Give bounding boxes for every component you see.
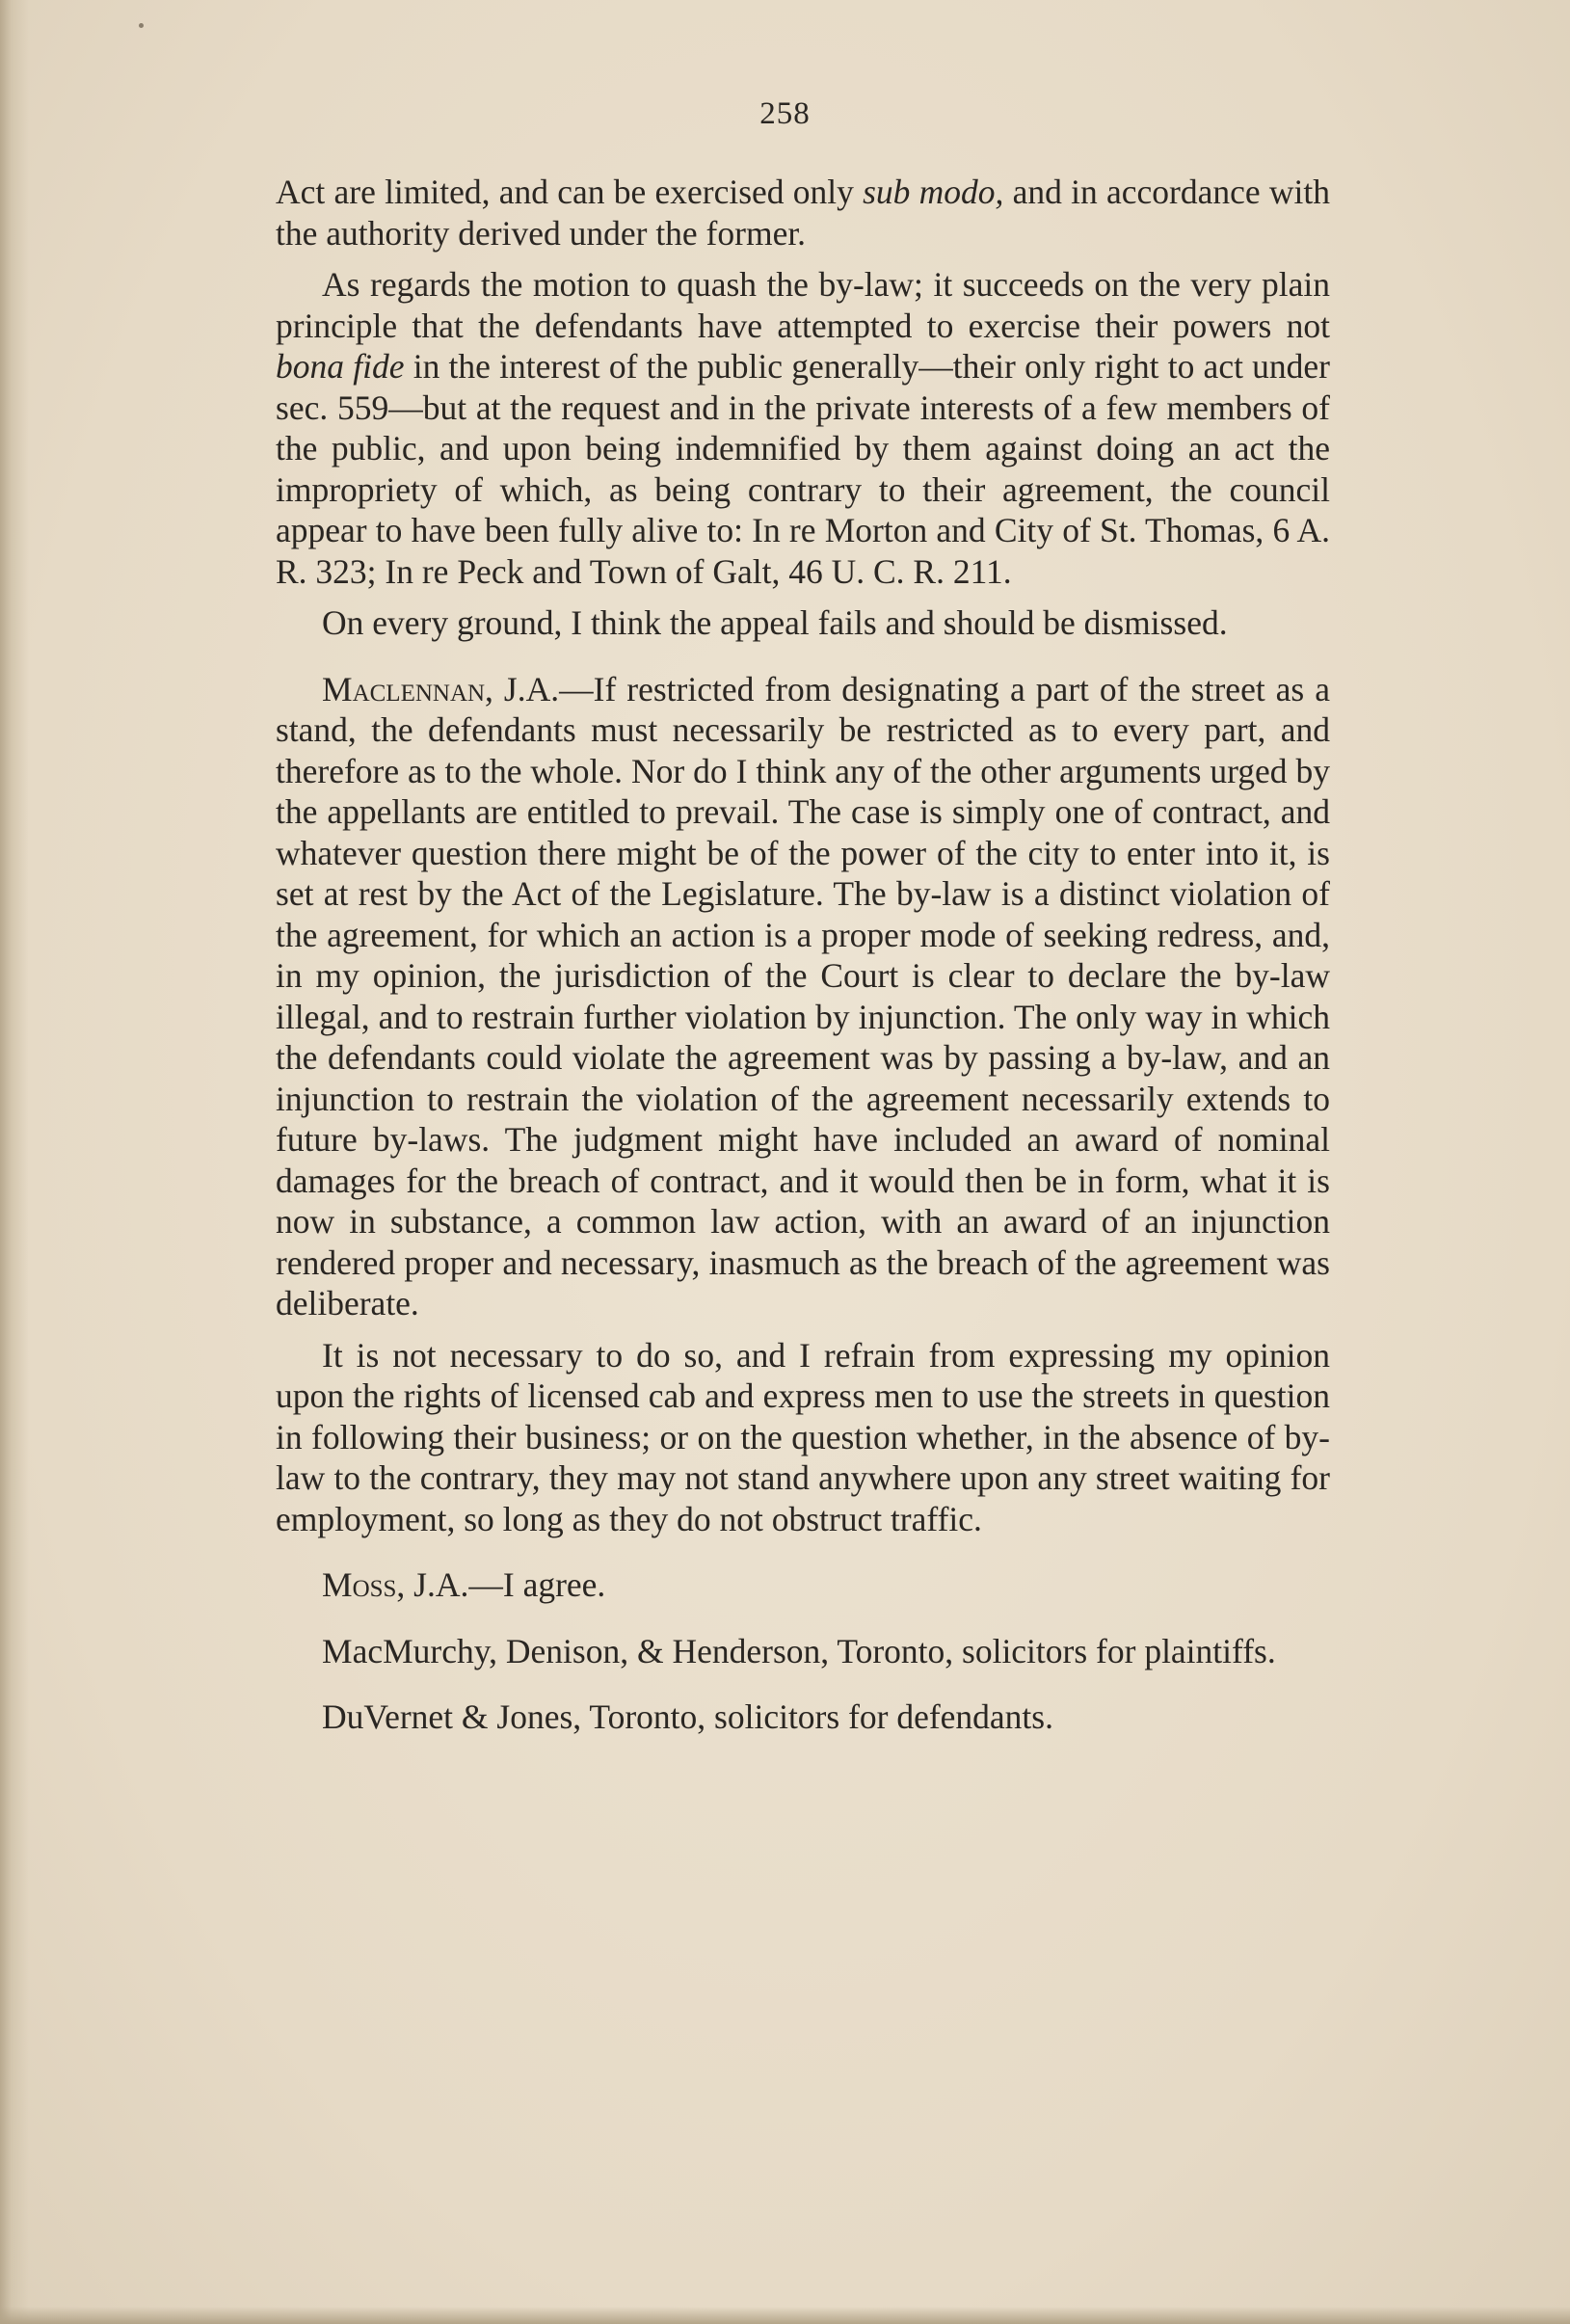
binding-edge xyxy=(0,0,29,2324)
text-run: As regards the motion to quash the by-law; it succeeds on the very plain principle that the defendants have attempted to exercise their powers not xyxy=(276,265,1330,345)
ink-speck xyxy=(139,23,144,28)
paragraph-conclusion: On every ground, I think the appeal fails and should be dismissed. xyxy=(322,603,1228,642)
page-number: 258 xyxy=(759,96,811,131)
solicitors-plaintiffs: MacMurchy, Denison, & Henderson, Toronto, solicitors for plaintiffs. xyxy=(322,1631,1276,1670)
page-bottom-edge xyxy=(0,2307,1570,2324)
judge-name: Maclennan, J.A. xyxy=(322,669,560,708)
page-body xyxy=(276,172,1330,1749)
paragraph-maclennan-opinion xyxy=(276,669,1330,1324)
paragraph-reservation: It is not necessary to do so, and I refrain from expressing my opinion upon the rights of licensed cab and express men to use the streets in question in following their business; or on the question whether, in the absence of by-law to the contrary, they may not stand anywhere upon any street waiting for employment, so long as they do not obstruct traffic. xyxy=(276,1335,1330,1538)
judge-name: Moss, J.A. xyxy=(322,1565,469,1604)
text-run: —I agree. xyxy=(468,1565,606,1604)
paragraph-continuation xyxy=(276,172,1330,254)
text-run: and in accordance with the authority derived under the former. xyxy=(276,173,1330,253)
italic-phrase: sub modo, xyxy=(863,173,1004,211)
text-run: —If restricted from designating a part of the street as a stand, the defendants must necessarily be restricted as to every part, and therefore as to the whole. Nor do I think any of the other arguments urged by the appellants are entitled to prevail. The case is simply one of contract, and whatever question there might be of the power of the city to enter into it, is set at rest by the Act of the Legislature. The by-law is a distinct violation of the agreement, for which an action is a proper mode of seeking redress, and, in my opinion, the jurisdiction of the Court is clear to declare the by-law illegal, and to restrain further violation by injunction. The only way in which the defendants could violate the agreement was by passing a by-law, and an injunction to restrain the violation of the agreement necessarily extends to future by-laws. The judgment might have included an award of nominal damages for the breach of contract, and it would then be in form, what it is now in substance, a common law action, with an award of an injunction rendered proper and necessary, inasmuch as the breach of the agreement was deliberate. xyxy=(276,669,1330,1322)
text-run: Act are limited, and can be exercised only xyxy=(276,173,864,211)
text-run: in the interest of the public generally—their only right to act under sec. 559—but at the request and in the private interests of a few members of the public, and upon being indemnified by them against doing an act the impropriety of which, as being contrary to their agreement, the council appear to have been fully alive to: In re Morton and City of St. Thomas, 6 A. R. 323; In re Peck and Town of Galt, 46 U. C. R. 211. xyxy=(276,347,1330,591)
paragraph-motion-to-quash xyxy=(276,264,1330,592)
italic-phrase: bona fide xyxy=(276,347,405,386)
paragraph-moss-opinion xyxy=(276,1564,1330,1606)
solicitors-defendants: DuVernet & Jones, Toronto, solicitors for defendants. xyxy=(322,1697,1053,1736)
